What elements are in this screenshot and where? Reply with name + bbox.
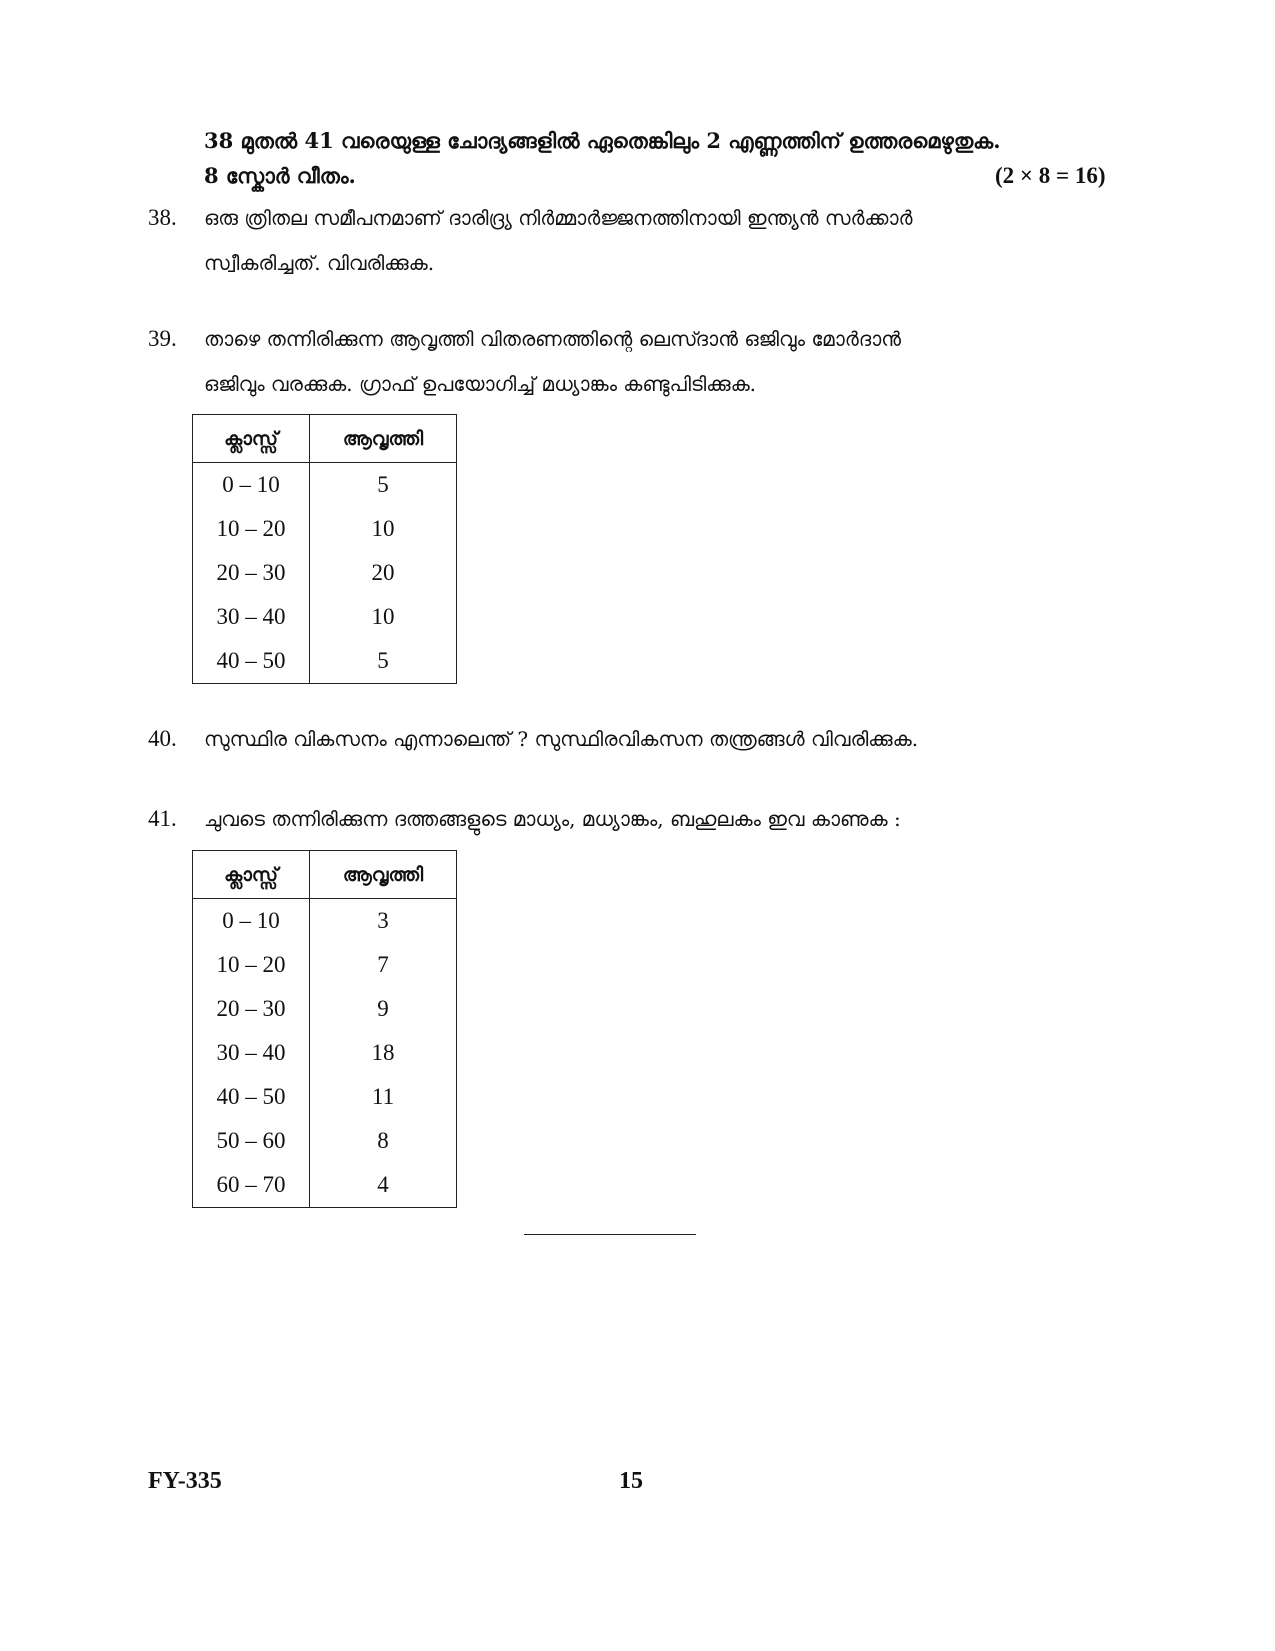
table-header-row bbox=[193, 851, 457, 899]
frequency-cell: 10 bbox=[371, 604, 395, 629]
question-38-number: 38. bbox=[148, 205, 177, 230]
question-41-frequency-table bbox=[192, 850, 457, 1208]
question-40-line-1: സുസ്ഥിര വികസനം എന്നാലെന്ത് ? സുസ്ഥിരവികസന തന്ത്രങ്ങൾ വിവരിക്കുക. bbox=[204, 727, 919, 751]
question-40-number: 40. bbox=[148, 726, 177, 751]
class-cell: 50 – 60 bbox=[193, 1119, 310, 1163]
table-row bbox=[193, 1163, 457, 1208]
table-header-row bbox=[193, 415, 457, 463]
class-cell: 40 – 50 bbox=[193, 639, 310, 684]
class-cell: 60 – 70 bbox=[193, 1163, 310, 1208]
class-column-header: ക്ലാസ്സ് bbox=[193, 851, 310, 899]
frequency-cell: 11 bbox=[371, 1084, 395, 1109]
page-number: 15 bbox=[619, 1468, 643, 1494]
frequency-cell: 20 bbox=[371, 560, 395, 585]
class-cell: 40 – 50 bbox=[193, 1075, 310, 1119]
instruction-line-2: 8 സ്കോർ വീതം. bbox=[204, 163, 356, 188]
paper-code: FY-335 bbox=[148, 1468, 222, 1494]
frequency-cell: 18 bbox=[371, 1040, 395, 1065]
end-of-section-rule bbox=[524, 1234, 696, 1235]
question-39-number: 39. bbox=[148, 326, 177, 351]
question-38-line-2: സ്വീകരിച്ചത്. വിവരിക്കുക. bbox=[204, 251, 435, 275]
question-38-line-1: ഒരു ത്രിതല സമീപനമാണ് ദാരിദ്ര്യ നിർമ്മാർജ്ജനത്തിനായി ഇന്ത്യൻ സർക്കാർ bbox=[204, 206, 913, 230]
frequency-cell: 10 bbox=[371, 516, 395, 541]
frequency-cell: 4 bbox=[377, 1172, 389, 1197]
table-row bbox=[193, 639, 457, 684]
frequency-column-header: ആവൃത്തി bbox=[310, 415, 457, 463]
table-row bbox=[193, 1031, 457, 1075]
class-column-header: ക്ലാസ്സ് bbox=[193, 415, 310, 463]
frequency-cell: 3 bbox=[377, 908, 389, 933]
class-cell: 20 – 30 bbox=[193, 551, 310, 595]
table-row bbox=[193, 507, 457, 551]
table-row bbox=[193, 899, 457, 944]
question-39-line-1: താഴെ തന്നിരിക്കുന്ന ആവൃത്തി വിതരണത്തിന്റെ ലെസ്ദാൻ ഒജിവും മോർദാൻ bbox=[204, 327, 902, 351]
frequency-cell: 8 bbox=[377, 1128, 389, 1153]
class-cell: 30 – 40 bbox=[193, 595, 310, 639]
class-cell: 20 – 30 bbox=[193, 987, 310, 1031]
table-row bbox=[193, 1119, 457, 1163]
table-row bbox=[193, 943, 457, 987]
frequency-cell: 7 bbox=[377, 952, 389, 977]
instruction-line-1: 38 മുതൽ 41 വരെയുള്ള ചോദ്യങ്ങളിൽ ഏതെങ്കിലും 2 എണ്ണത്തിന് ഉത്തരമെഴുതുക. bbox=[204, 128, 1001, 153]
frequency-column-header: ആവൃത്തി bbox=[310, 851, 457, 899]
class-cell: 0 – 10 bbox=[193, 463, 310, 508]
question-41-line-1: ചുവടെ തന്നിരിക്കുന്ന ദത്തങ്ങളുടെ മാധ്യം, മധ്യാങ്കം, ബഹുലകം ഇവ കാണുക : bbox=[204, 807, 901, 831]
table-row bbox=[193, 595, 457, 639]
question-39-frequency-table bbox=[192, 414, 457, 684]
class-cell: 0 – 10 bbox=[193, 899, 310, 944]
class-cell: 10 – 20 bbox=[193, 507, 310, 551]
table-row bbox=[193, 551, 457, 595]
marks-allocation: (2 × 8 = 16) bbox=[995, 163, 1106, 188]
class-cell: 10 – 20 bbox=[193, 943, 310, 987]
frequency-cell: 5 bbox=[377, 472, 389, 497]
question-39-line-2: ഒജിവും വരക്കുക. ഗ്രാഫ് ഉപയോഗിച്ച് മധ്യാങ്കം കണ്ടുപിടിക്കുക. bbox=[204, 372, 757, 396]
class-cell: 30 – 40 bbox=[193, 1031, 310, 1075]
question-41-number: 41. bbox=[148, 806, 177, 831]
frequency-cell: 9 bbox=[377, 996, 389, 1021]
table-row bbox=[193, 1075, 457, 1119]
table-row bbox=[193, 987, 457, 1031]
frequency-cell: 5 bbox=[377, 648, 389, 673]
table-row bbox=[193, 463, 457, 508]
